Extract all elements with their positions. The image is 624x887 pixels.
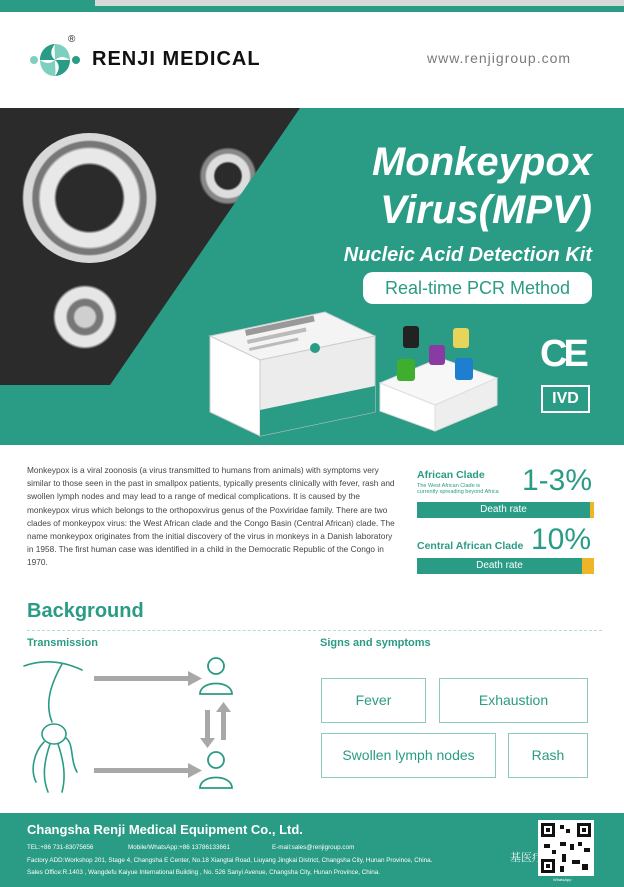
clade-1-note-2: currently spreading beyond Africa bbox=[417, 489, 499, 495]
person-icon bbox=[200, 658, 232, 788]
virus-image-medium bbox=[50, 283, 120, 351]
symptom-rash: Rash bbox=[508, 733, 588, 778]
reagent-tubes-image bbox=[375, 323, 500, 433]
clade-1-name: African Clade bbox=[417, 469, 485, 481]
virus-image-large bbox=[22, 133, 157, 263]
clade-2-rate: 10% bbox=[531, 523, 592, 556]
background-title: Background bbox=[27, 600, 144, 622]
factory-address: Factory ADD:Workshop 201, Stage 4, Changsha E Center, No.18 Xiangtai Road, Liuyang Jingkai District, Changsha City, Hunan Province, China. bbox=[27, 857, 433, 864]
clade-2-rate-marker bbox=[582, 558, 594, 574]
header bbox=[0, 12, 624, 108]
arrow-icon bbox=[94, 671, 231, 778]
signs-label: Signs and symptoms bbox=[320, 637, 431, 649]
clade-2-death-rate-bar: Death rate bbox=[417, 558, 582, 574]
watermark-text: 基医疗 bbox=[510, 852, 543, 864]
transmission-diagram bbox=[22, 652, 247, 800]
title-line-2: Virus(MPV) bbox=[380, 188, 592, 232]
clade-1-rate-marker bbox=[590, 502, 594, 518]
registered-mark: ® bbox=[68, 34, 76, 45]
clade-2-name: Central African Clade bbox=[417, 540, 524, 552]
qr-code-icon[interactable] bbox=[538, 820, 594, 876]
method-pill: Real-time PCR Method bbox=[363, 272, 592, 304]
brand-name: RENJI MEDICAL bbox=[92, 48, 261, 70]
contact-phone: TEL:+86 731-83075656 bbox=[27, 844, 94, 851]
hero-banner bbox=[0, 108, 624, 445]
monkey-icon bbox=[24, 662, 82, 792]
section-divider bbox=[27, 630, 602, 631]
contact-email[interactable]: E-mail:sales@renjigroup.com bbox=[272, 844, 355, 851]
description-text: Monkeypox is a viral zoonosis (a virus transmitted to humans from animals) with symptoms very similar to those seen in the past in smallpox patients, typically presents clinically with fever, rash and swollen lymph nodes and may lead to a range of medical complications. It is caused by the monkeypox virus which belongs to the orthopoxvirus genus of the Poxviridae family. There are two clades of monkeypox virus: the West African clade and the Congo Basin (Central African) clade. The name monkeypox originates from the initial discovery of the virus in monkeys in a Danish laboratory in 1958. The first human case was identified in a child in the Democratic Republic of the Congo in 1970. bbox=[27, 465, 395, 568]
subtitle: Nucleic Acid Detection Kit bbox=[343, 244, 592, 266]
symptom-exhaustion: Exhaustion bbox=[439, 678, 588, 723]
clade-1-death-rate-bar: Death rate bbox=[417, 502, 590, 518]
ivd-badge: IVD bbox=[541, 385, 590, 413]
symptom-swollen-lymph-nodes: Swollen lymph nodes bbox=[321, 733, 496, 778]
top-gray-bar bbox=[95, 0, 624, 6]
symptom-fever: Fever bbox=[321, 678, 426, 723]
clade-1-note-1: The West African Clade is bbox=[417, 483, 481, 489]
transmission-label: Transmission bbox=[27, 637, 98, 649]
ce-mark: CE bbox=[540, 333, 585, 375]
kit-box-image bbox=[205, 308, 380, 438]
website-link[interactable]: www.renjigroup.com bbox=[427, 50, 572, 66]
sales-office-address: Sales Office:R.1403 , Wangdefu Kaiyue International Building , No. 526 Sanyi Avenue, Changsha City, Hunan Province, China. bbox=[27, 869, 380, 876]
company-name: Changsha Renji Medical Equipment Co., Ltd. bbox=[27, 822, 303, 837]
footer bbox=[0, 813, 624, 887]
renji-logo-icon bbox=[30, 40, 80, 80]
contact-mobile: Mobile/WhatsApp:+86 13786133661 bbox=[128, 844, 231, 851]
qr-caption: WhatsApp bbox=[553, 877, 572, 882]
clade-1-rate: 1-3% bbox=[522, 464, 593, 497]
title-line-1: Monkeypox bbox=[371, 140, 592, 184]
